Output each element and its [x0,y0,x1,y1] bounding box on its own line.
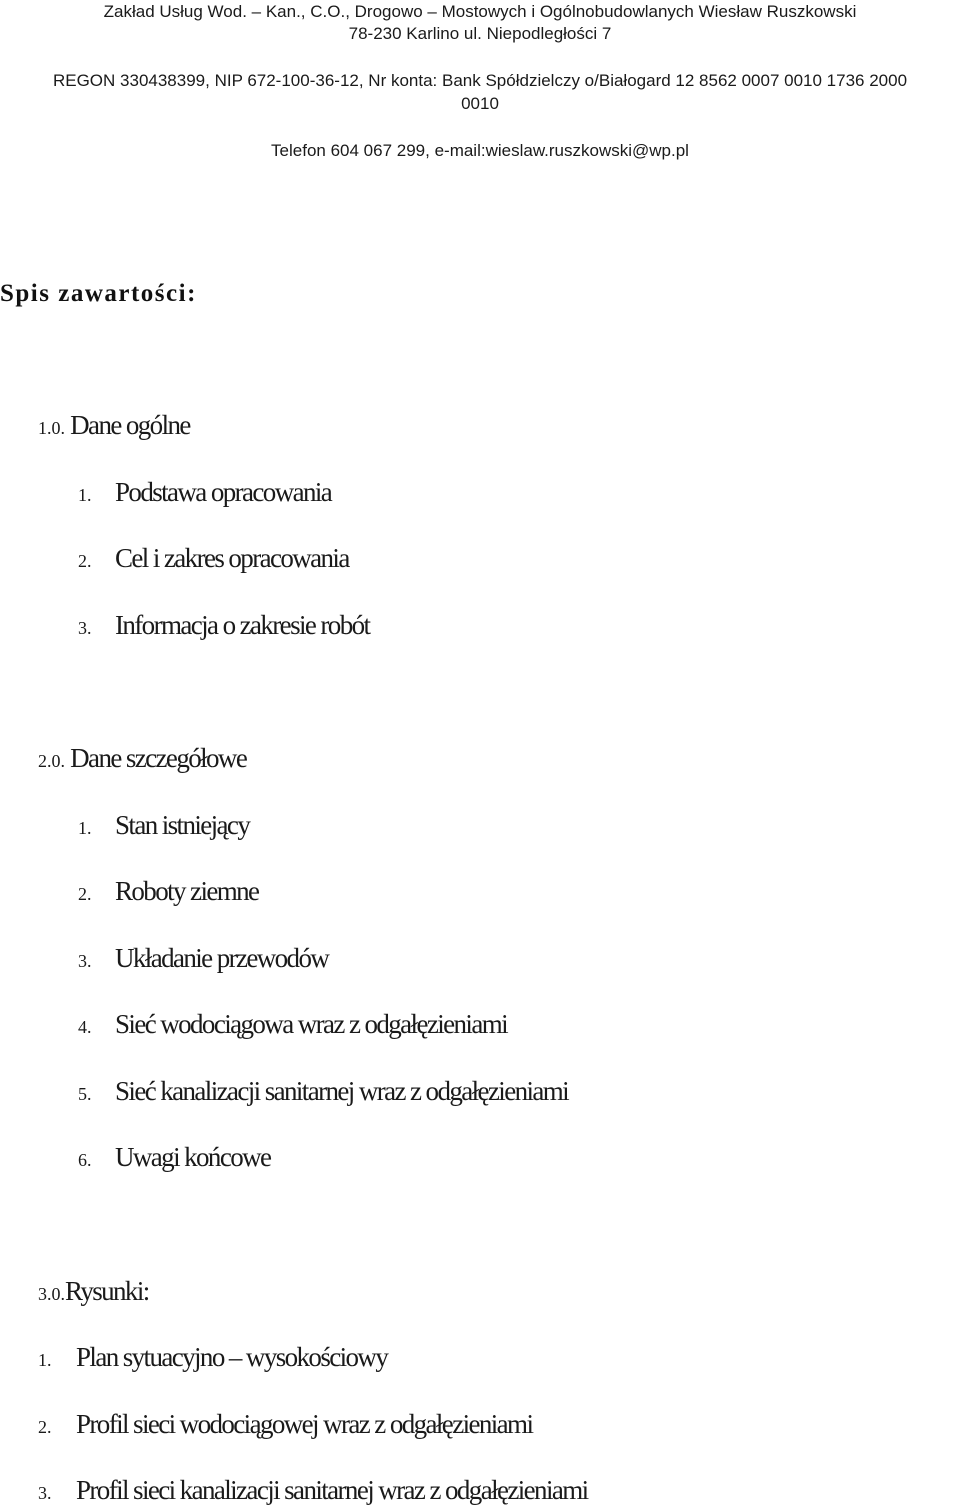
section-label: Dane ogólne [70,410,190,440]
item-number: 5. [78,1084,92,1104]
item-number: 4. [78,1017,92,1037]
item-label: Roboty ziemne [115,876,259,906]
toc-section-3 [38,1276,149,1307]
toc-item [78,543,349,574]
item-label: Sieć wodociągowa wraz z odgałęzieniami [115,1009,508,1039]
section-number: 2.0. [38,751,65,771]
toc-item [78,477,331,508]
item-label: Sieć kanalizacji sanitarnej wraz z odgałęzieniami [115,1076,569,1106]
item-label: Podstawa opracowania [115,477,332,507]
item-label: Układanie przewodów [115,943,329,973]
toc-item [78,1009,507,1040]
toc-section-2 [38,743,246,774]
toc-item [78,610,369,641]
item-label: Cel i zakres opracowania [115,543,349,573]
toc-item [78,943,328,974]
toc-title: Spis zawartości: [0,280,197,307]
registration-info-cont: 0010 [461,94,499,113]
toc-item [38,1475,588,1506]
toc-item [78,810,249,841]
toc-item [78,876,258,907]
item-number: 1. [78,818,92,838]
item-label: Informacja o zakresie robót [115,610,370,640]
item-number: 3. [38,1483,52,1503]
toc-section-1 [38,410,190,441]
item-number: 3. [78,951,92,971]
item-number: 2. [78,884,92,904]
company-address: 78-230 Karlino ul. Niepodległości 7 [348,24,612,43]
section-number: 1.0. [38,418,65,438]
registration-info: REGON 330438399, NIP 672-100-36-12, Nr konta: Bank Spółdzielczy o/Białogard 12 8562 0007 0010 1736 2000 [52,71,908,90]
section-number: 3.0. [38,1284,65,1304]
item-label: Profil sieci wodociągowej wraz z odgałęzieniami [76,1409,533,1439]
item-label: Stan istniejący [115,810,250,840]
section-label: Dane szczegółowe [70,743,247,773]
item-number: 6. [78,1150,92,1170]
item-number: 3. [78,618,92,638]
item-number: 1. [38,1350,52,1370]
contact-info: Telefon 604 067 299, e-mail:wieslaw.ruszkowski@wp.pl [271,141,689,160]
toc-item [38,1342,387,1373]
company-name: Zakład Usług Wod. – Kan., C.O., Drogowo – Mostowych i Ogólnobudowlanych Wiesław Ruszkowski [103,2,857,21]
item-number: 2. [38,1417,52,1437]
item-label: Plan sytuacyjno – wysokościowy [76,1342,388,1372]
toc-item [78,1076,568,1107]
item-label: Uwagi końcowe [115,1142,271,1172]
item-number: 1. [78,485,92,505]
item-label: Profil sieci kanalizacji sanitarnej wraz z odgałęzieniami [76,1475,588,1505]
toc-item [38,1409,532,1440]
item-number: 2. [78,551,92,571]
toc-item [78,1142,270,1173]
section-label: Rysunki: [65,1276,149,1306]
